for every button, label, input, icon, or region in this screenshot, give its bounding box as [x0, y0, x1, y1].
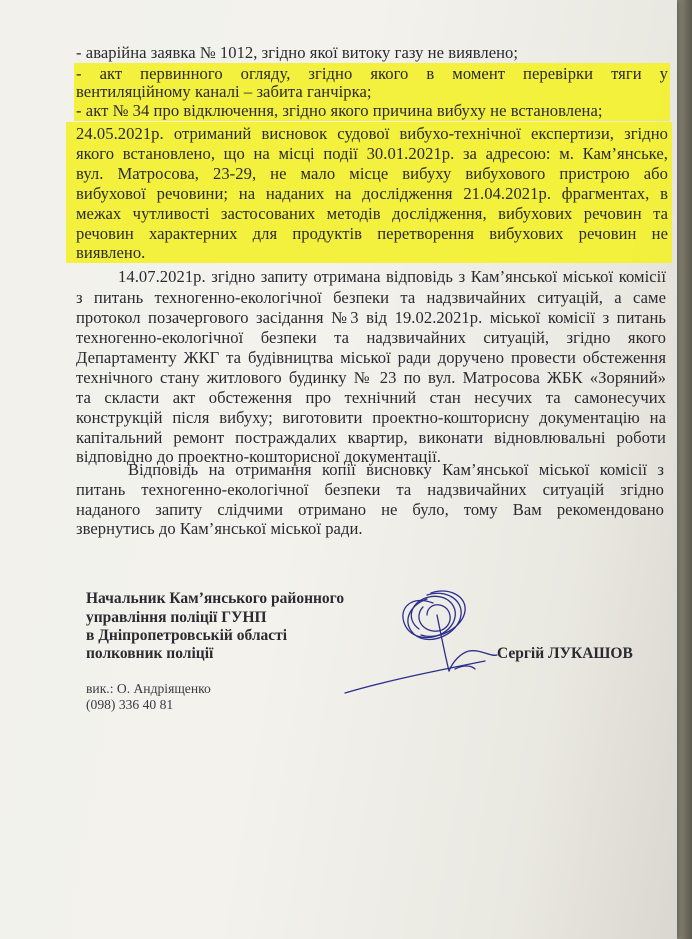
commission-paragraph-line-3: протокол позачергового засідання №3 від 19.02.2021р. міської комісії з питань	[76, 308, 666, 327]
expertise-paragraph-line-1: 24.05.2021р. отриманий висновок судової вибухо-технічної експертизи, згідно	[76, 124, 668, 143]
expertise-paragraph-line-6: речовин характерних для продуктів перетворення вибухових речовин не	[76, 224, 668, 243]
signatory-title-line-2: управління поліції ГУНП	[86, 609, 267, 626]
executor-name: вик.: О. Андріященко	[86, 681, 211, 696]
handwritten-signature	[335, 585, 505, 700]
commission-paragraph-line-2: з питань техногенно-екологічної безпеки та надзвичайних ситуацій, а саме	[76, 288, 666, 307]
signatory-title-line-4: полковник поліції	[86, 645, 214, 662]
commission-paragraph-line-6: технічного стану житлового будинку № 23 по вул. Матросова ЖБК «Зоряний»	[76, 368, 666, 387]
reply-paragraph-line-4: звернутись до Кам’янської міської ради.	[76, 519, 363, 538]
commission-paragraph-line-8: конструкцій після вибуху; виготовити проектно-кошторисну документацію на	[76, 408, 666, 427]
signatory-title-line-3: в Дніпропетровській області	[86, 627, 288, 644]
executor-phone: (098) 336 40 81	[86, 697, 174, 712]
commission-paragraph-line-9: капітальний ремонт постраждалих квартир, виконати відновлювальні роботи	[76, 428, 666, 447]
commission-paragraph-line-10: відповідно до проектно-кошторисної документації.	[76, 447, 441, 466]
reply-paragraph-line-2: питань техногенно-екологічної безпеки та надзвичайних ситуацій згідно	[76, 480, 664, 499]
expertise-paragraph-line-7: виявлено.	[76, 243, 146, 262]
commission-paragraph-line-5: Департаменту ЖКГ та будівництва міської ради доручено провести обстеження	[76, 348, 666, 367]
reply-paragraph-line-3: наданого запиту слідчими отримано не було, тому Вам рекомендовано	[76, 500, 664, 519]
signatory-name: Сергій ЛУКАШОВ	[497, 645, 633, 662]
signatory-title-line-1: Начальник Кам’янського районного	[86, 590, 345, 607]
expertise-paragraph-line-3: вул. Матросова, 23-29, не мало місце вибуху вибухового пристрою або	[76, 164, 668, 183]
expertise-paragraph-line-5: межах чутливості застосованих методів дослідження, вибухових речовин та	[76, 204, 668, 223]
list-item-emergency-request: - аварійна заявка № 1012, згідно якої витоку газу не виявлено;	[76, 43, 519, 62]
expertise-paragraph-line-2: якого встановлено, що на місці події 30.01.2021р. за адресою: м. Кам’янське,	[76, 144, 668, 163]
list-item-disconnection-act: - акт № 34 про відключення, згідно якого причина вибуху не встановлена;	[76, 101, 603, 120]
list-item-inspection-act-line-1: - акт первинного огляду, згідно якого в момент перевірки тяги у	[76, 64, 668, 83]
commission-paragraph-line-7: та скласти акт обстеження про технічний стан несучих та самонесучих	[76, 388, 666, 407]
list-item-inspection-act-line-2: вентиляційному каналі – забита ганчірка;	[76, 82, 372, 101]
commission-paragraph-line-1: 14.07.2021р. згідно запиту отримана відповідь з Кам’янської міської комісії	[118, 267, 666, 286]
reply-paragraph-line-1: Відповідь на отримання копії висновку Кам’янської міської комісії з	[128, 460, 664, 479]
commission-paragraph-line-4: техногенно-екологічної безпеки та надзвичайних ситуацій, згідно якого	[76, 328, 666, 347]
expertise-paragraph-line-4: вибухової речовини; на наданих на дослідження 21.04.2021р. фрагментах, в	[76, 184, 668, 203]
